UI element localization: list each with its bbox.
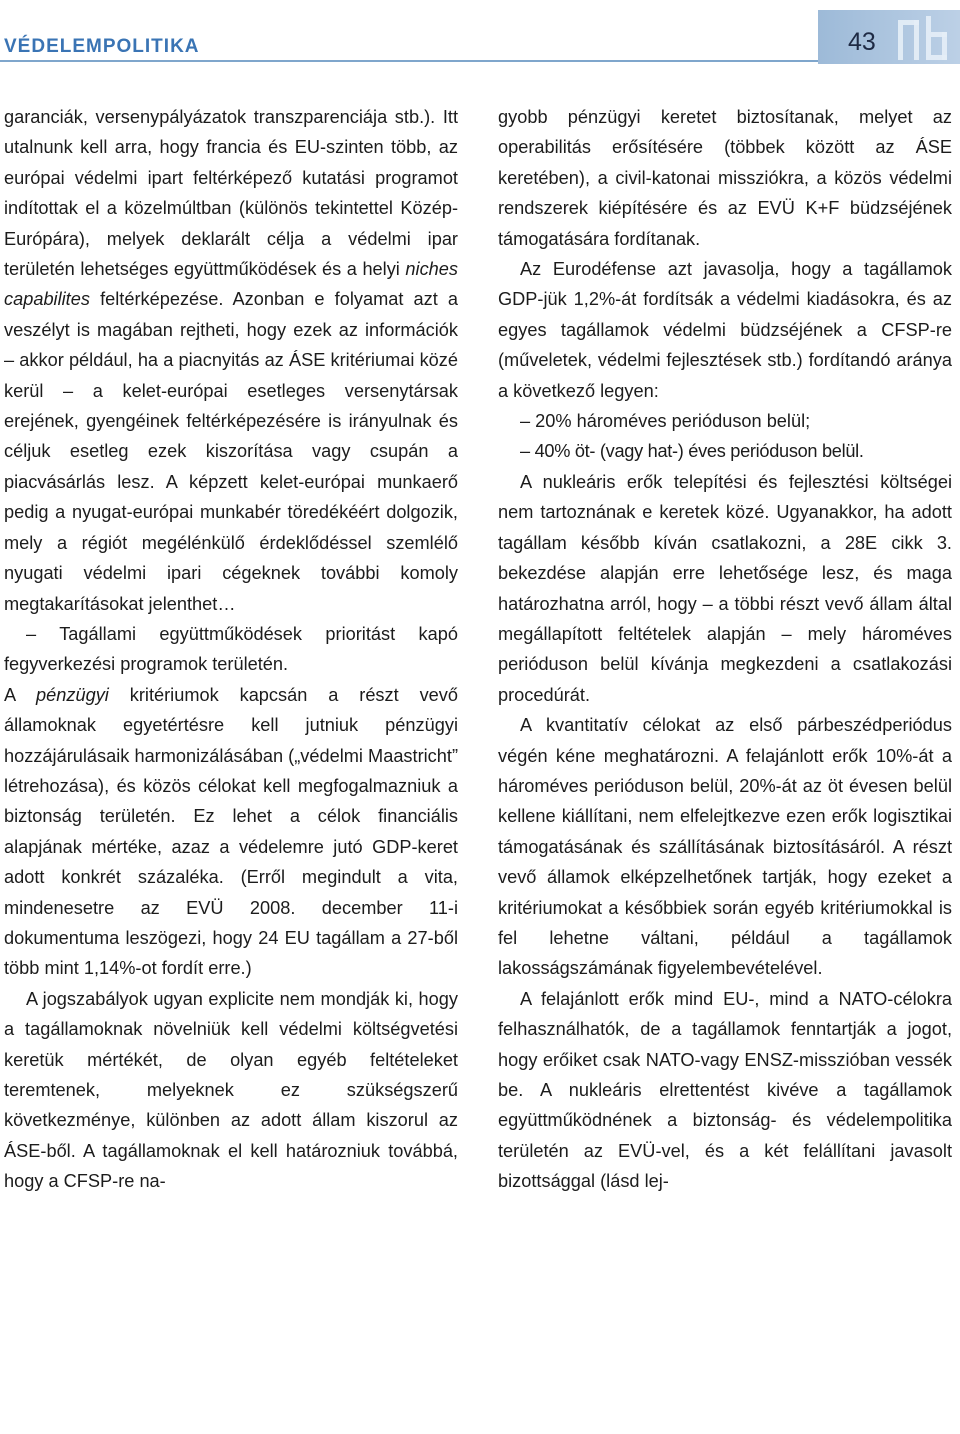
page-header	[0, 0, 960, 80]
paragraph: – Tagállami együttműködések prioritást kapó fegyverkezési programok területén.	[4, 623, 458, 675]
italic-term: pénzügyi	[36, 684, 109, 705]
paragraph-text: garanciák, versenypályázatok transzparenciája stb.). Itt utalnunk kell arra, hogy francia és EU-szinten több, az európai védelmi ipart feltérképező kutatási programot indítottak el a közelmúltban (különös tekintettel Közép-Európára), melyek deklarált célja a védelmi ipar területén lehetséges együttműködések és a helyi	[4, 107, 458, 280]
paragraph: A jogszabályok ugyan explicite nem mondják ki, hogy a tagállamoknak növelniük kell védelmi költségvetési keretük mértékét, de olyan egyéb feltételeket teremtenek, melyeknek ez szükségszerű következménye, különben az adott állam kiszorul az ÁSE-ből. A tagállamoknak el kell határozniuk továbbá, hogy a CFSP-re na-	[4, 988, 458, 1192]
paragraph-text: feltérképezése. Azonban e folyamat azt a veszélyt is magában rejtheti, hogy ezek az információk – akkor például, ha a piacnyitás az ÁSE kritériumai közé kerül – a kelet-európai esetleges versenytársak erejének, gyengéinek feltérképezésére is irányulnak és céljuk esetleg ezek kiszorítása vagy csupán a piacvásárlás lesz. A képzett kelet-európai munkaerő pedig a nyugat-európai munkabér töredékéért dolgozik, mely a régiót megélénkülő érdeklődéssel szemlélő nyugati védelmi ipari cégeknek további komoly megtakarításokat jelenthet…	[4, 289, 458, 614]
paragraph: A kvantitatív célokat az első párbeszédperiódus végén kéne meghatározni. A felajánlott erők 10%-át a hároméves perióduson belül, 20%-át az öt évesen belül kellene kiállítani, nem elfelejtkezve ezen erők logisztikai támogatásának és szállításának biztosításáról. A részt vevő államok elképzelhetőnek tartják, hogy ezeket a kritériumokat a későbbiek során egyéb kritériumokkal is fel lehetne váltani, például a tagállamok lakosságszámának figyelembevételével.	[498, 715, 952, 979]
paragraph	[4, 102, 458, 619]
paragraph: Az Eurodéfense azt javasolja, hogy a tagállamok GDP-jük 1,2%-át fordítsák a védelmi kiadásokra, és az egyes tagállamok védelmi büdzséjének a CFSP-re (műveletek, védelmi fejlesztések stb.) fordítandó aránya a következő legyen:	[498, 259, 952, 401]
paragraph	[4, 680, 458, 984]
header-rule	[0, 60, 818, 62]
italic-term: niches capabilites	[4, 259, 458, 310]
paragraph-text: A	[4, 684, 37, 705]
right-column	[498, 102, 952, 1197]
paragraph: A felajánlott erők mind EU-, mind a NATO-célokra felhasználhatók, de a tagállamok fenntartják a jogot, hogy erőiket csak NATO-vagy ENSZ-misszióban vessék be. A nukleáris elrettentést kivéve a tagállamok együttműködnének a biztonság- és védelempolitika területén az EVÜ-vel, és a két felállítani javasolt bizottsággal (lásd lej-	[498, 988, 952, 1192]
paragraph: A nukleáris erők telepítési és fejlesztési költségei nem tartoznának e keretek közé. Ugyanakkor, ha adott tagállam később kíván csatlakozni, a 28E cikk 3. bekezdése alapján erre lehetősége lesz, és maga határozhatna arról, hogy – a többi részt vevő állam által megállapított feltételek alapján – mely hároméves perióduson belül kívánja megkezdeni a csatlakozási procedúrát.	[498, 471, 952, 705]
list-item: – 40% öt- (vagy hat-) éves perióduson belül.	[520, 441, 864, 462]
list-item: – 20% hároméves perióduson belül;	[520, 411, 811, 432]
paragraph: gyobb pénzügyi keretet biztosítanak, melyet az operabilitás erősítésére (többek között az ÁSE keretében), a civil-katonai missziókra, a közös védelmi rendszerek kiépítésére és az EVÜ K+F büdzséjének támogatására fordítanak.	[498, 107, 952, 249]
publication-logo-icon	[896, 14, 954, 62]
left-column	[4, 102, 458, 1197]
paragraph-text: kritériumok kapcsán a részt vevő államoknak egyetértésre kell jutniuk pénzügyi hozzájárulásaik harmonizálásában („védelmi Maastricht” létrehozása), és közös célokat kell megfogalmazniuk a biztonság területén. Ez lehet a célok financiális alapjának mértéke, azaz a védelemre jutó GDP-keret adott konkrét százaléka. (Erről megindult a vita, mindenesetre az EVÜ 2008. december 11-i dokumentuma leszögezi, hogy 24 EU tagállam a 27-ből több mint 1,14%-ot fordít erre.)	[4, 684, 458, 979]
section-title: VÉDELEMPOLITIKA	[4, 36, 200, 57]
page-number: 43	[848, 28, 876, 56]
page-number-box	[818, 10, 960, 64]
